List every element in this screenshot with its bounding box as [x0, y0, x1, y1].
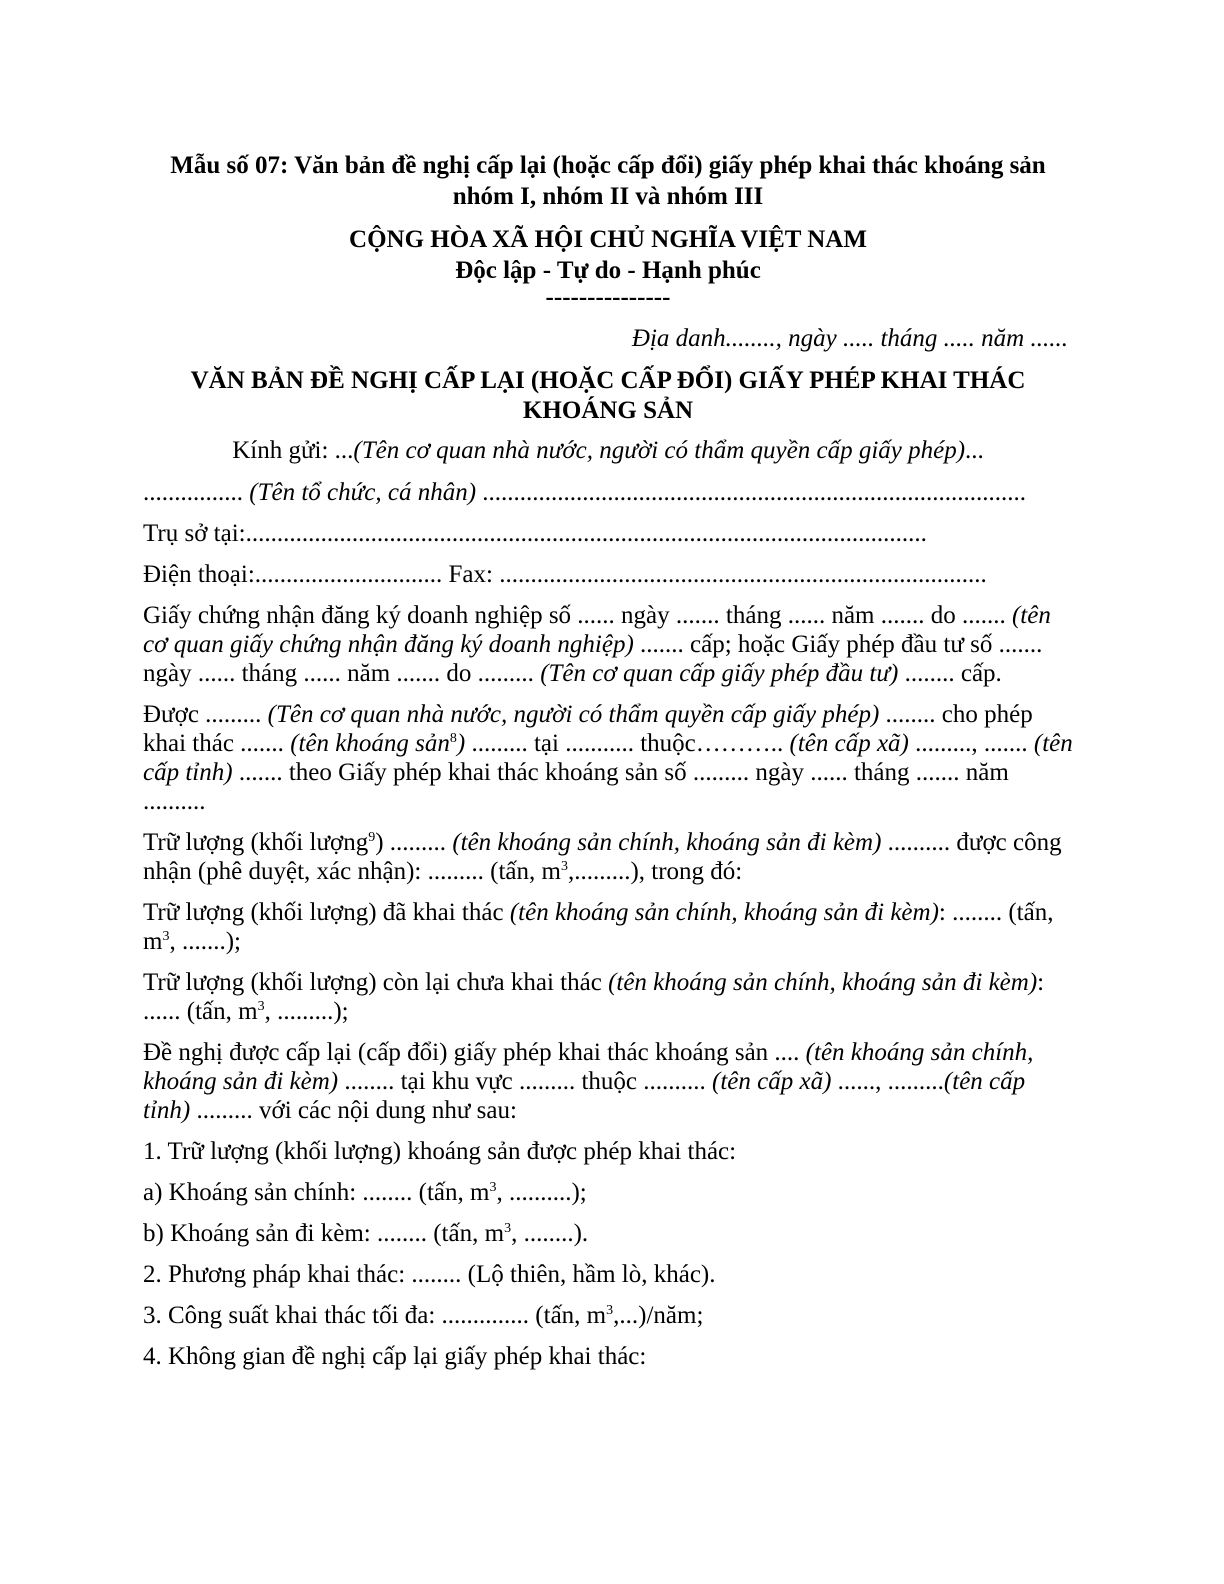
mined-paragraph [143, 898, 1073, 956]
text-run: ....... cấp; hoặc Giấy phép đầu tư số ....... ngày ...... tháng ...... năm ....... do ......... [143, 631, 1043, 687]
document-page [143, 150, 1073, 1371]
text-run: , ........). [511, 1220, 589, 1247]
national-header [143, 224, 1073, 286]
text-run: ,.........), trong đó: [567, 858, 743, 885]
text-run: , ..........); [496, 1179, 587, 1206]
italic-run: (tên cấp xã) [789, 730, 909, 757]
text-run: Được ......... [143, 701, 268, 728]
text-run: ......... tại ........... thuộc……….. [465, 730, 790, 757]
text-run: 3. Công suất khai thác tối đa: .............. (tấn, m [143, 1302, 607, 1329]
italic-run: (tên cơ quan giấy chứng nhận đăng ký doanh nghiệp) [143, 602, 1051, 658]
reserve-paragraph [143, 828, 1073, 886]
text-run: Trữ lượng (khối lượng) đã khai thác [143, 899, 510, 926]
text-run: Giấy chứng nhận đăng ký doanh nghiệp số ...... ngày ....... tháng ...... năm ....... do ....... [143, 602, 1012, 629]
text-run: ......, ......... [831, 1068, 944, 1095]
italic-run: (tên khoáng sản chính, khoáng sản đi kèm) [452, 829, 882, 856]
italic-run: (tên cấp tỉnh) [143, 730, 1073, 786]
form-title-line2: nhóm I, nhóm II và nhóm III [452, 183, 764, 210]
footnote-ref-9: 9 [368, 830, 376, 845]
item-2: 2. Phương pháp khai thác: ........ (Lộ thiên, hầm lò, khác). [143, 1261, 716, 1288]
recipient-line [143, 436, 1073, 466]
footnote-ref-8: 8 [449, 731, 457, 746]
item-4: 4. Không gian đề nghị cấp lại giấy phép khai thác: [143, 1343, 647, 1370]
header-separator: --------------- [545, 284, 671, 311]
org-name-placeholder: (Tên tổ chức, cá nhân) [249, 479, 477, 506]
certificate-paragraph [143, 601, 1073, 688]
superscript: 3 [162, 929, 170, 944]
italic-run: (tên khoáng sản chính, khoáng sản đi kèm) [608, 969, 1038, 996]
text-run: , .........); [264, 998, 349, 1025]
nation-name: CỘNG HÒA XÃ HỘI CHỦ NGHĨA VIỆT NAM [349, 226, 867, 253]
text-run: : ........ (tấn, m [143, 899, 1054, 955]
text-run: .......... được công nhận (phê duyệt, xác nhận): ......... (tấn, m [143, 829, 1062, 885]
italic-run: (tên cấp xã) [712, 1068, 832, 1095]
text-run: ....... theo Giấy phép khai thác khoáng sản số ......... ngày ...... tháng ....... năm .......... [143, 759, 1009, 815]
item-3 [143, 1301, 1073, 1330]
request-paragraph [143, 1038, 1073, 1125]
italic-run: (tên khoáng sản [290, 730, 450, 757]
italic-run: ) [456, 730, 466, 757]
document-title [143, 366, 1073, 426]
motto: Độc lập - Tự do - Hạnh phúc [455, 257, 761, 284]
text-run: Đề nghị được cấp lại (cấp đổi) giấy phép khai thác khoáng sản .... [143, 1039, 806, 1066]
italic-run: (tên khoáng sản chính, khoáng sản đi kèm) [143, 1039, 1034, 1095]
text-run: , .......); [169, 928, 241, 955]
document-title-line1: VĂN BẢN ĐỀ NGHỊ CẤP LẠI (HOẶC CẤP ĐỔI) GIẤY PHÉP KHAI THÁC [190, 367, 1026, 394]
text-run: ........ tại khu vực ......... thuộc .......... [338, 1068, 713, 1095]
text-run: a) Khoáng sản chính: ........ (tấn, m [143, 1179, 490, 1206]
superscript: 3 [489, 1180, 497, 1195]
form-title-line1: Mẫu số 07: Văn bản đề nghị cấp lại (hoặc cấp đổi) giấy phép khai thác khoáng sản [170, 152, 1046, 179]
italic-run: (tên khoáng sản chính, khoáng sản đi kèm) [509, 899, 939, 926]
superscript: 3 [504, 1221, 512, 1236]
italic-run: (Tên cơ quan cấp giấy phép đầu tư) [540, 660, 899, 687]
superscript: 3 [257, 999, 265, 1014]
italic-run: (Tên cơ quan nhà nước, người có thẩm quyền cấp giấy phép) [267, 701, 880, 728]
org-dots-right: ....................................................................................... [476, 479, 1027, 506]
superscript: 3 [606, 1303, 614, 1318]
place-date: Địa danh........, ngày ..... tháng ..... năm ...... [631, 325, 1068, 352]
permit-paragraph [143, 700, 1073, 816]
text-run: ........., ....... [908, 730, 1034, 757]
form-title [143, 150, 1073, 212]
text-run: b) Khoáng sản đi kèm: ........ (tấn, m [143, 1220, 505, 1247]
text-run: Trữ lượng (khối lượng [143, 829, 369, 856]
document-title-line2: KHOÁNG SẢN [522, 397, 694, 424]
text-run: ........ cho phép khai thác ....... [143, 701, 1033, 757]
remaining-paragraph [143, 968, 1073, 1026]
text-run: Trữ lượng (khối lượng) còn lại chưa khai thác [143, 969, 609, 996]
phone-fax-line: Điện thoại:.............................. Fax: .............................................................................. [143, 561, 987, 588]
recipient-name: (Tên cơ quan nhà nước, người có thẩm quyền cấp giấy phép) [353, 437, 966, 464]
org-dots-left: ................ [143, 479, 250, 506]
recipient-tail: ... [965, 437, 984, 464]
item-1b [143, 1219, 1073, 1248]
text-run: ........ cấp. [898, 660, 1002, 687]
text-run: : ...... (tấn, m [143, 969, 1045, 1025]
superscript: 3 [560, 859, 568, 874]
recipient-label: Kính gửi: ... [232, 437, 354, 464]
org-line [143, 478, 1073, 507]
text-run: ......... với các nội dung như sau: [190, 1097, 517, 1124]
item-1: 1. Trữ lượng (khối lượng) khoáng sản được phép khai thác: [143, 1138, 737, 1165]
item-1a [143, 1178, 1073, 1207]
address-line: Trụ sở tại:............................................................................................................. [143, 520, 927, 547]
text-run: ,...)/năm; [613, 1302, 704, 1329]
italic-run: (tên cấp tỉnh) [143, 1068, 1026, 1124]
text-run: ) ......... [375, 829, 453, 856]
